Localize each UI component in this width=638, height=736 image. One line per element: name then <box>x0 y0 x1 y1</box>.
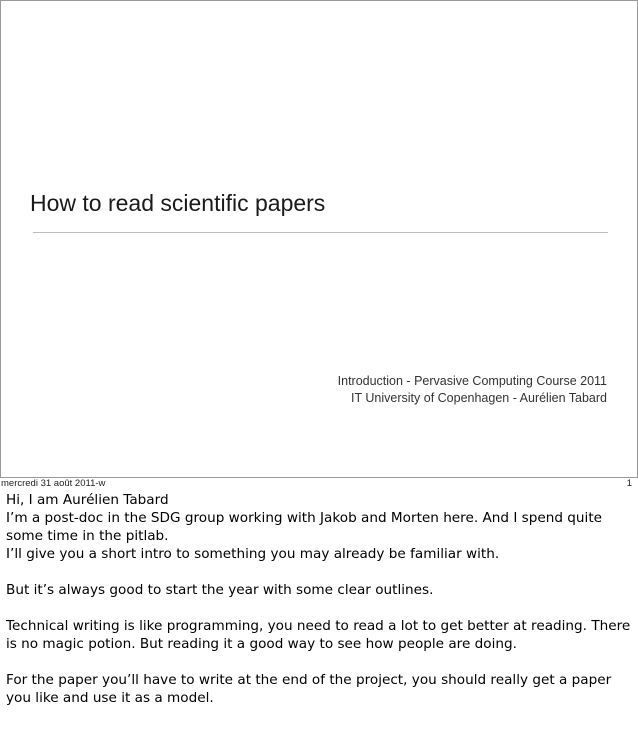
subtitle-course: Introduction - Pervasive Computing Course 2011 <box>337 374 607 388</box>
notes-paragraph: I’m a post-doc in the SDG group working with Jakob and Morten here. And I spend quite some time in the pitlab. <box>6 510 603 544</box>
subtitle-affiliation: IT University of Copenhagen - Aurélien Tabard <box>351 391 607 405</box>
speaker-notes <box>6 491 636 707</box>
title-divider <box>33 232 608 233</box>
notes-paragraph: Technical writing is like programming, you need to read a lot to get better at reading. There is no magic potion. But reading it a good way to see how people are doing. <box>6 618 631 652</box>
slide-subtitle <box>338 373 607 407</box>
notes-paragraph: For the paper you’ll have to write at the end of the project, you should really get a paper you like and use it as a model. <box>6 672 612 706</box>
slide-footer <box>0 478 636 490</box>
notes-paragraph: I’ll give you a short intro to something you may already be familiar with. <box>6 546 500 562</box>
page-number: 1 <box>626 478 632 489</box>
notes-paragraph: Hi, I am Aurélien Tabard <box>6 492 169 508</box>
footer-date: mercredi 31 août 2011-w <box>1 478 106 489</box>
slide-title: How to read scientific papers <box>30 190 326 216</box>
notes-paragraph: But it’s always good to start the year with some clear outlines. <box>6 582 434 598</box>
